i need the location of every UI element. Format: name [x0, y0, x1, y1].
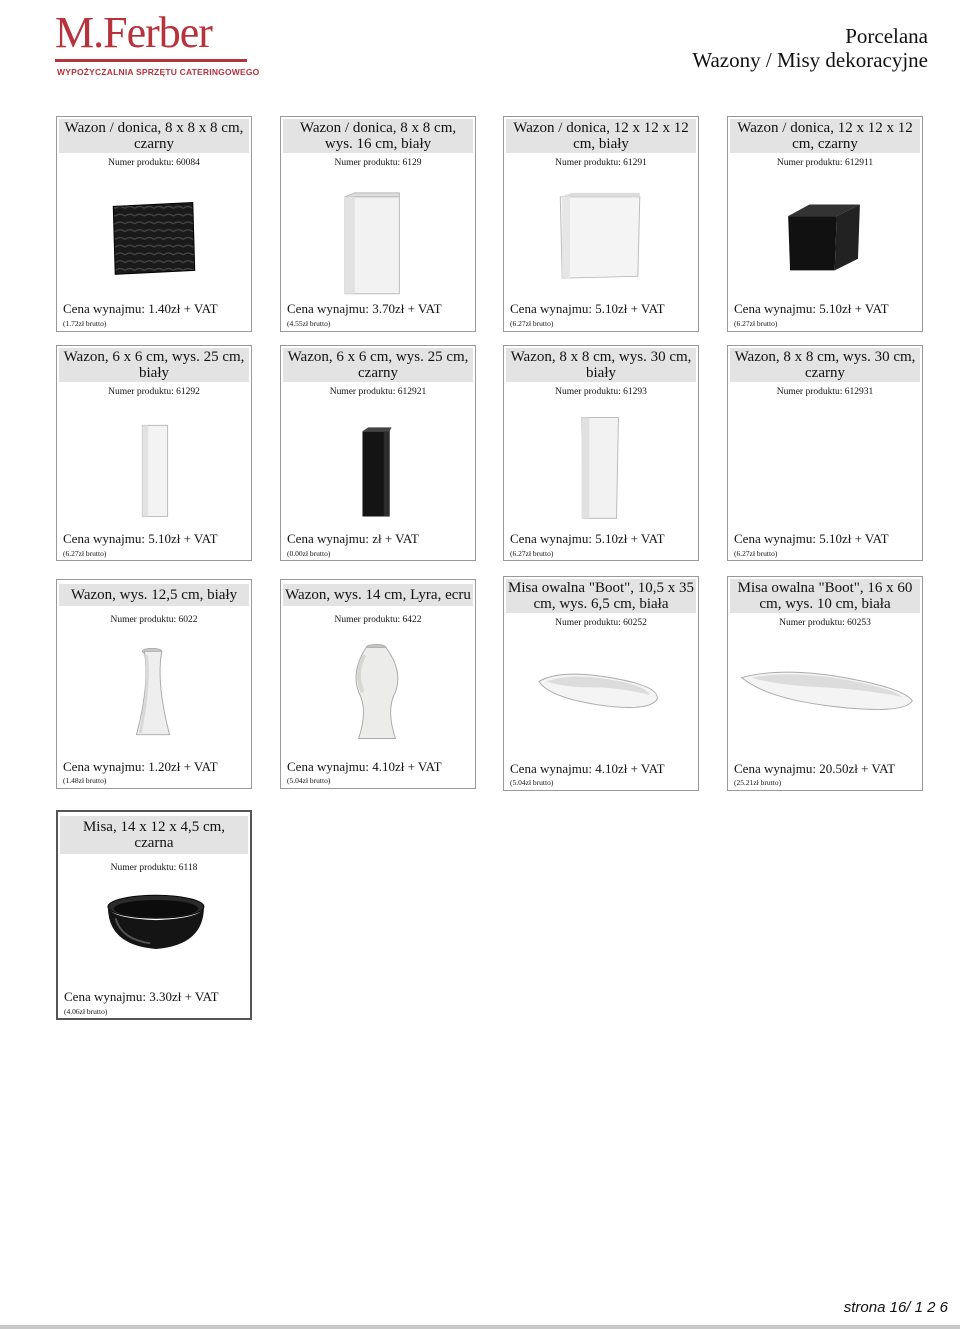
product-card: [727, 345, 923, 561]
product-card: [56, 345, 252, 561]
ecru-lyra-vase-icon: [281, 640, 475, 742]
gross-price: (6.27zł brutto): [734, 319, 778, 328]
product-number: Numer produktu: 6118: [110, 863, 198, 873]
product-title: Wazon, wys. 12,5 cm, biały: [59, 584, 249, 606]
rental-price: Cena wynajmu: 4.10zł + VAT: [510, 761, 665, 776]
black-textured-cube-vase-icon: [57, 187, 251, 317]
rental-price: Cena wynajmu: 5.10zł + VAT: [63, 531, 218, 546]
brand-name: M.Ferber: [55, 8, 212, 57]
rental-price: Cena wynajmu: 20.50zł + VAT: [734, 761, 896, 776]
product-card: [727, 116, 923, 332]
gross-price: (25.21zł brutto): [734, 778, 782, 787]
product-number: Numer produktu: 61292: [108, 387, 200, 397]
product-card: [503, 576, 699, 791]
gross-price: (6.27zł brutto): [63, 549, 107, 558]
product-number: Numer produktu: 61293: [555, 387, 647, 397]
rental-price: Cena wynajmu: 5.10zł + VAT: [510, 531, 665, 546]
white-tall-square-vase-icon: [281, 187, 475, 317]
rental-price: Cena wynajmu: 5.10zł + VAT: [510, 301, 665, 316]
product-number: Numer produktu: 60253: [779, 618, 871, 628]
rental-price: Cena wynajmu: 4.10zł + VAT: [287, 759, 442, 774]
black-slim-column-vase-icon: [281, 420, 475, 520]
rental-price: Cena wynajmu: 1.20zł + VAT: [63, 759, 218, 774]
gross-price: (1.72zł brutto): [63, 319, 107, 328]
product-title: Misa owalna "Boot", 16 x 60 cm, wys. 10 cm, biała: [730, 579, 920, 613]
rental-price: Cena wynajmu: zł + VAT: [287, 531, 419, 546]
gross-price: (4.55zł brutto): [287, 319, 331, 328]
product-title: Wazon, 6 x 6 cm, wys. 25 cm, czarny: [283, 348, 473, 382]
gross-price: (1.48zł brutto): [63, 776, 107, 785]
product-number: Numer produktu: 612931: [776, 387, 874, 397]
product-number: Numer produktu: 6422: [334, 615, 422, 625]
white-slim-column-vase-icon: [57, 420, 251, 520]
gross-price: (0.00zł brutto): [287, 549, 331, 558]
product-number: Numer produktu: 6022: [110, 615, 198, 625]
white-oval-boat-bowl-icon: [504, 665, 698, 725]
product-number: Numer produktu: 612921: [329, 387, 427, 397]
product-card: [503, 345, 699, 561]
company-logo: [55, 8, 260, 77]
subcategory-title: Wazony / Misy dekoracyjne: [692, 48, 928, 72]
product-title: Misa, 14 x 12 x 4,5 cm, czarna: [60, 816, 248, 854]
black-oval-bowl-icon: [58, 884, 250, 964]
product-title: Misa owalna "Boot", 10,5 x 35 cm, wys. 6,5 cm, biała: [506, 579, 696, 613]
gross-price: (6.27zł brutto): [510, 549, 554, 558]
rental-price: Cena wynajmu: 5.10zł + VAT: [734, 531, 889, 546]
product-number: Numer produktu: 60252: [555, 618, 647, 628]
product-title: Wazon, 8 x 8 cm, wys. 30 cm, czarny: [730, 348, 920, 382]
gross-price: (6.27zł brutto): [510, 319, 554, 328]
page-number: strona 16/ 1 2 6: [843, 1299, 948, 1316]
logo-underline: [55, 59, 247, 62]
product-title: Wazon / donica, 8 x 8 x 8 cm, czarny: [59, 119, 249, 153]
rental-price: Cena wynajmu: 3.30zł + VAT: [64, 989, 219, 1004]
rental-price: Cena wynajmu: 3.70zł + VAT: [287, 301, 442, 316]
footer-divider: [0, 1325, 960, 1329]
product-number: Numer produktu: 612911: [776, 158, 874, 168]
product-title: Wazon / donica, 12 x 12 x 12 cm, biały: [506, 119, 696, 153]
black-cube-vase-icon: [728, 187, 922, 317]
product-card: [280, 116, 476, 332]
product-number: Numer produktu: 61291: [555, 158, 647, 168]
brand-tagline: WYPOŻYCZALNIA SPRZĘTU CATERINGOWEGO: [57, 67, 260, 77]
product-card: [56, 810, 252, 1020]
product-card: [56, 579, 252, 789]
product-title: Wazon, 6 x 6 cm, wys. 25 cm, biały: [59, 348, 249, 382]
gross-price: (5.04zł brutto): [287, 776, 331, 785]
white-flared-bud-vase-icon: [57, 642, 251, 742]
rental-price: Cena wynajmu: 5.10zł + VAT: [734, 301, 889, 316]
category-title: Porcelana: [845, 24, 928, 48]
product-card: [56, 116, 252, 332]
product-number: Numer produktu: 6129: [334, 158, 422, 168]
gross-price: (5.04zł brutto): [510, 778, 554, 787]
gross-price: (6.27zł brutto): [734, 549, 778, 558]
product-card: [503, 116, 699, 332]
gross-price: (4.06zł brutto): [64, 1007, 108, 1016]
product-title: Wazon / donica, 8 x 8 cm, wys. 16 cm, biały: [283, 119, 473, 153]
empty-image-icon: [728, 420, 922, 520]
white-cube-vase-icon: [504, 187, 698, 317]
product-title: Wazon / donica, 12 x 12 x 12 cm, czarny: [730, 119, 920, 153]
white-long-boat-bowl-icon: [728, 665, 922, 725]
rental-price: Cena wynajmu: 1.40zł + VAT: [63, 301, 218, 316]
product-title: Wazon, wys. 14 cm, Lyra, ecru: [283, 584, 473, 606]
product-card: [280, 345, 476, 561]
product-card: [727, 576, 923, 791]
product-number: Numer produktu: 60084: [108, 158, 200, 168]
product-title: Wazon, 8 x 8 cm, wys. 30 cm, biały: [506, 348, 696, 382]
white-tall-column-vase-icon: [504, 412, 698, 522]
product-card: [280, 579, 476, 789]
